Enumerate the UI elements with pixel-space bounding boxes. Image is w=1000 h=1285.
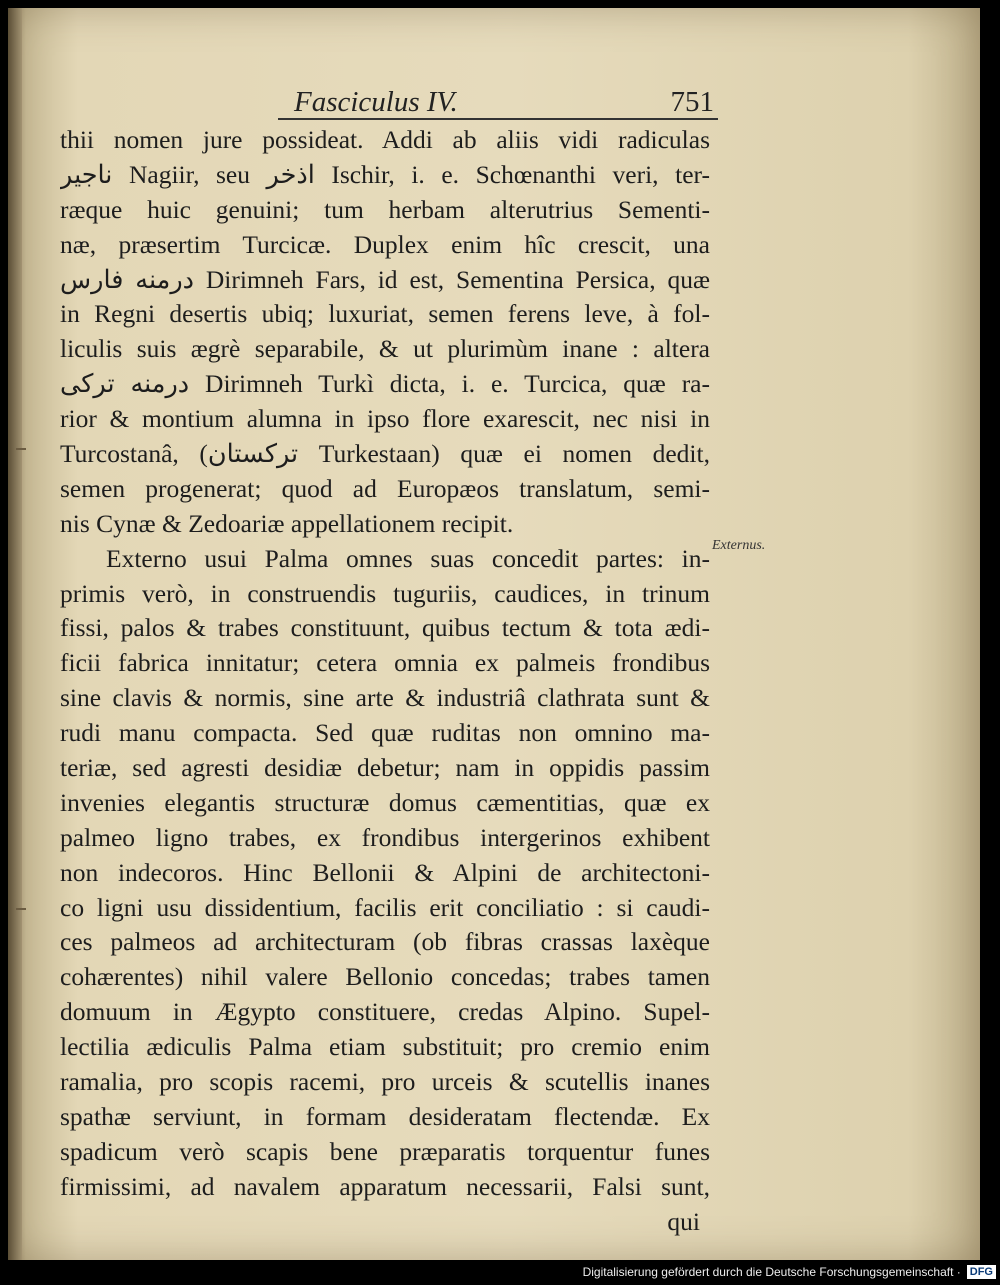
page-number: 751	[670, 86, 714, 118]
text-line: palmeo ligno trabes, ex frondibus intergerinos exhibent	[60, 822, 710, 852]
text-line: ficii fabrica innitatur; cetera omnia ex palmeis frondibus	[60, 648, 710, 678]
catchword: qui	[667, 1206, 700, 1236]
text-line: cohærentes) nihil valere Bellonio concedas; trabes tamen	[60, 962, 710, 992]
text-line: semen progenerat; quod ad Europæos translatum, semi-	[60, 473, 710, 503]
running-title: Fasciculus IV.	[294, 86, 458, 118]
text-line: ramalia, pro scopis racemi, pro urceis & scutellis inanes	[60, 1067, 710, 1097]
book-page	[8, 8, 980, 1260]
margin-note: Externus.	[712, 538, 766, 553]
header-rule	[278, 118, 718, 120]
text-line: primis verò, in construendis tuguriis, caudices, in trinum	[60, 578, 710, 608]
page-header	[278, 78, 718, 116]
text-line: ناجیر Nagiir, seu اذخر Ischir, i. e. Schœnanthi veri, ter-	[60, 159, 710, 189]
text-line: ræque huic genuini; tum herbam alterutrius Sementi-	[60, 194, 710, 224]
book-spine-shadow	[8, 8, 22, 1260]
text-line: lectilia ædiculis Palma etiam substituit; pro cremio enim	[60, 1032, 710, 1062]
footer-credit: Digitalisierung gefördert durch die Deutsche Forschungsgemeinschaft ·	[582, 1265, 961, 1279]
dfg-logo-icon: DFG	[967, 1265, 996, 1279]
text-line: ces palmeos ad architecturam (ob fibras crassas laxèque	[60, 927, 710, 957]
text-line: درمنه فارس Dirimneh Fars, id est, Sementina Persica, quæ	[60, 264, 710, 294]
page-edge-mark	[16, 908, 26, 910]
text-line: thii nomen jure possideat. Addi ab aliis vidi radiculas	[60, 125, 710, 154]
text-line: liculis suis ægrè separabile, & ut plurimùm inane : altera	[60, 334, 710, 364]
text-line: spathæ serviunt, in formam desideratam flectendæ. Ex	[60, 1101, 710, 1131]
text-line: fissi, palos & trabes constituunt, quibus tectum & tota ædi-	[60, 613, 710, 643]
page-edge-mark	[16, 448, 26, 450]
text-line: co ligni usu dissidentium, facilis erit conciliatio : si caudi-	[60, 892, 710, 922]
text-line: nis Cynæ & Zedoariæ appellationem recipit.	[60, 508, 514, 538]
text-line: spadicum verò scapis bene præparatis torquentur funes	[60, 1136, 710, 1166]
text-line: teriæ, sed agresti desidiæ debetur; nam in oppidis passim	[60, 753, 710, 783]
text-line: næ, præsertim Turcicæ. Duplex enim hîc crescit, una	[60, 229, 710, 259]
text-line: domuum in Ægypto constituere, credas Alpino. Supel-	[60, 997, 710, 1027]
text-line: درمنه ترکی Dirimneh Turkì dicta, i. e. Turcica, quæ ra-	[60, 369, 710, 399]
digitization-footer	[583, 1263, 996, 1281]
body-text	[60, 123, 710, 1240]
text-line: rudi manu compacta. Sed quæ ruditas non omnino ma-	[60, 718, 710, 748]
text-line: rior & montium alumna in ipso flore exarescit, nec nisi in	[60, 404, 710, 434]
text-line: sine clavis & normis, sine arte & industriâ clathrata sunt &	[60, 683, 710, 713]
text-line: non indecoros. Hinc Bellonii & Alpini de architectoni-	[60, 857, 710, 887]
text-line: firmissimi, ad navalem apparatum necessarii, Falsi sunt,	[60, 1171, 710, 1201]
text-line: invenies elegantis structuræ domus cæmentitias, quæ ex	[60, 787, 710, 817]
text-line: Externo usui Palma omnes suas concedit partes: in-	[106, 543, 710, 573]
text-line: Turcostanâ, (ترکستان Turkestaan) quæ ei nomen dedit,	[60, 439, 710, 469]
text-line: in Regni desertis ubiq; luxuriat, semen ferens leve, à fol-	[60, 299, 710, 329]
